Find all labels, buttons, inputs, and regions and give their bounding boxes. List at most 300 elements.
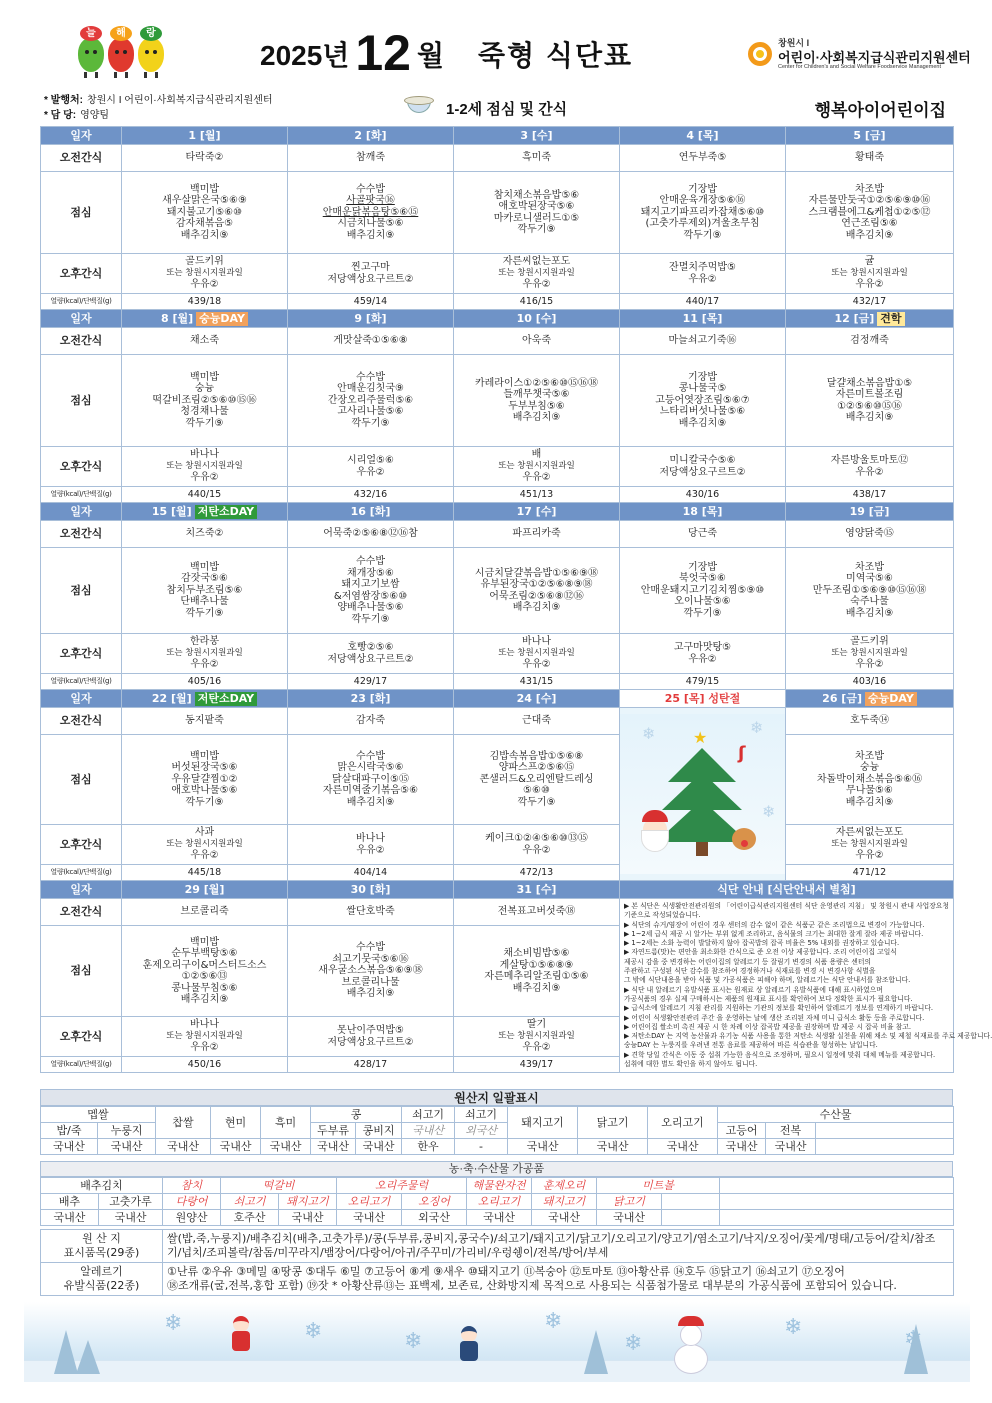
lunch-item: 차돌박이채소볶음⑤⑥⑯ [816, 773, 923, 785]
lunch-menu [786, 355, 954, 447]
lunch-menu [454, 926, 620, 1017]
lunch-menu [288, 172, 454, 254]
processed-table [40, 1177, 954, 1226]
day-date-cell [288, 881, 454, 899]
origin-value: - [455, 1139, 508, 1155]
lunch-item: 수수밥 [356, 750, 385, 762]
origin-group-seafood: 수산물 [718, 1107, 954, 1123]
origin-value: 국내산 [98, 1139, 156, 1155]
am-snack: 연두부죽⑤ [620, 145, 786, 172]
row-label-pm: 오후간식 [41, 1016, 122, 1056]
allergy-text-2: ⑱조개류(굴,전복,홍합 포함) ⑲잣 * 아황산류⑬는 표백제, 보존료, 산화방지제 목적으로 사용되는 식품첨가물로 대부분의 가공식품에 포함되어 있습니다. [167, 1279, 897, 1292]
kcal-protein: 440/17 [620, 294, 786, 310]
am-snack: 동지팥죽 [122, 708, 288, 735]
processed-sub: 오징어 [402, 1194, 467, 1210]
day-date-cell [122, 127, 288, 145]
lunch-item: 감자채볶음⑤ [175, 218, 234, 230]
kcal-row [41, 674, 954, 690]
processed-sub: 고춧가루 [99, 1194, 163, 1210]
origin-list-title-2: 표시품목(29종) [63, 1246, 140, 1259]
lunch-item: 쇠고기뭇국⑤⑥⑯ [332, 953, 409, 965]
day-date-cell [786, 503, 954, 521]
note-line: ▶ 1~2세 급식 제공 시 알가는 부위 없게 조리하고, 음식물의 크기는 최대한 잘게 잘라 제공 바랍니다. [624, 929, 924, 938]
org-name: 어린이·사회복지급식관리지원센터 [778, 50, 971, 65]
origin-allergy-table [40, 1229, 954, 1296]
pm-snack-item: 한라봉 [190, 636, 219, 648]
row-label-lunch: 점심 [41, 926, 122, 1017]
lunch-menu [122, 735, 288, 825]
pm-snack [454, 634, 620, 674]
lunch-item: 숭늉 [194, 383, 215, 395]
day-date-cell [454, 881, 620, 899]
pm-snack-item: 우유② [855, 850, 884, 862]
lunch-item: 자른미역줄기볶음⑤⑥ [322, 785, 419, 797]
origin-header: 흑미 [261, 1107, 311, 1139]
pm-snack-item: 우유② [190, 850, 219, 862]
pm-snack-item: 저당액상요구르트② [659, 466, 746, 478]
kcal-protein: 403/16 [786, 674, 954, 690]
origin-value: 국내산 [261, 1139, 311, 1155]
kcal-protein: 428/17 [288, 1057, 454, 1073]
date-row [41, 310, 954, 328]
origin-header: 찹쌀 [156, 1107, 211, 1139]
origin-value: 국내산 [508, 1139, 578, 1155]
row-label-am: 오전간식 [41, 708, 122, 735]
kcal-protein: 440/15 [122, 487, 288, 503]
lunch-item: 차조밥 [855, 561, 884, 573]
snowflake-icon: ❄ [784, 1314, 803, 1339]
processed-sub: 닭고기 [597, 1194, 662, 1210]
pm-snack-item: 또는 창원시지원과일 [166, 1030, 243, 1041]
pm-snack [620, 634, 786, 674]
processed-sub: 오리고기 [337, 1194, 402, 1210]
lunch-menu [620, 172, 786, 254]
origin-header: 전복 [766, 1123, 816, 1139]
note-line: ▶ 식단의 슈거/염장이 어린이 경우 센터의 감수 없이 같은 식품군 같은 조리법으로 변경이 가능합니다. [624, 920, 925, 929]
kcal-protein: 450/16 [122, 1057, 288, 1073]
row-label-am: 오전간식 [41, 521, 122, 548]
am-snack: 전복표고버섯죽⑱ [454, 899, 620, 926]
pine-tree-icon [584, 1330, 608, 1374]
pm-snack [454, 254, 620, 294]
reindeer-icon [728, 822, 760, 856]
day-date-cell [288, 690, 454, 708]
date-row [41, 881, 954, 899]
pm-snack [454, 447, 620, 487]
pm-snack [122, 634, 288, 674]
allergy-text [163, 1263, 954, 1296]
day-date-cell [454, 690, 620, 708]
day-date: 9 [화] [354, 311, 387, 325]
snowflake-icon: ❄ [750, 718, 764, 737]
pm-snack-item: 우유② [688, 273, 717, 285]
manager-label: * 담 당: [44, 110, 77, 121]
pm-snack [122, 1016, 288, 1056]
lunch-item: 닭살대파구이⑤⑮ [332, 773, 409, 785]
pm-snack-item: 우유② [522, 472, 551, 484]
pm-snack-item: 배 [531, 449, 542, 461]
pm-snack [288, 634, 454, 674]
processed-value: 국내산 [279, 1210, 337, 1226]
lunch-item: 느타리버섯나물⑤⑥ [659, 406, 746, 418]
pm-snack-item: 또는 창원시지원과일 [498, 267, 575, 278]
processed-empty [662, 1210, 720, 1226]
lunch-menu [454, 548, 620, 634]
am-snack-row [41, 708, 954, 735]
pm-snack-row [41, 825, 954, 865]
kcal-row [41, 487, 954, 503]
lunch-item: 순두부백탕⑤⑥ [171, 948, 238, 960]
lunch-item: 떡갈비조림②⑤⑥⑩⑮⑯ [152, 394, 257, 406]
lunch-item: 깍두기⑨ [185, 417, 224, 429]
pm-snack-item: 사과 [194, 827, 215, 839]
origin-title: 원산지 일괄표시 [40, 1089, 953, 1106]
kcal-protein: 429/17 [288, 674, 454, 690]
lunch-item: 무나물⑤⑥ [846, 785, 893, 797]
pm-snack-row [41, 634, 954, 674]
lunch-item: 간장오리주물럭⑤⑥ [327, 394, 414, 406]
org-city: 창원시 I [778, 38, 810, 48]
origin-table [40, 1106, 954, 1155]
day-date: 25 [목] 성탄절 [664, 691, 741, 705]
processed-value: 호주산 [221, 1210, 279, 1226]
christmas-illustration [620, 708, 786, 881]
title-month-unit: 월 [416, 40, 445, 71]
allergy-text-1: ①난류 ②우유 ③메밀 ④땅콩 ⑤대두 ⑥밀 ⑦고등어 ⑧게 ⑨새우 ⑩돼지고기 ⑪복숭아 ⑫토마토 ⑬아황산류 ⑭호두 ⑮닭고기 ⑯쇠고기 ⑰오징어 [167, 1265, 845, 1278]
row-label-date: 일자 [41, 310, 122, 328]
kcal-protein: 416/15 [454, 294, 620, 310]
lunch-item: 달걀채소볶음밥①⑤ [826, 377, 913, 389]
pm-snack-item: 우유② [356, 466, 385, 478]
origin-header: 고등어 [718, 1123, 766, 1139]
row-label-lunch: 점심 [41, 735, 122, 825]
origin-empty [816, 1139, 954, 1155]
origin-header: 두부류 [311, 1123, 356, 1139]
kcal-protein: 479/15 [620, 674, 786, 690]
origin-header: 오리고기 [648, 1107, 718, 1139]
lunch-item: 채소비빔밥⑤⑥ [503, 948, 570, 960]
lunch-item: 고등어엿장조림⑤⑥⑦ [655, 394, 750, 406]
lunch-menu [122, 548, 288, 634]
day-date-cell [620, 310, 786, 328]
snowflake-icon: ❄ [544, 1308, 563, 1333]
processed-empty [662, 1194, 720, 1210]
lunch-item: 들깨무챗국⑤⑥ [503, 389, 570, 400]
org-logo [748, 36, 971, 76]
pm-snack-item: 또는 창원시지원과일 [498, 1030, 575, 1041]
candy-cane-icon: ʃ [738, 743, 746, 764]
lunch-item: 숭늉 [859, 762, 880, 774]
processed-empty [720, 1178, 954, 1194]
origin-header: 돼지고기 [508, 1107, 578, 1139]
pm-snack-item: 자른씨없는포도 [502, 256, 571, 268]
kcal-protein: 404/14 [288, 865, 454, 881]
lunch-item: 미역국⑤⑥ [846, 573, 893, 585]
lunch-item: 깍두기⑨ [517, 224, 556, 235]
lunch-item: 어묵조림②⑤⑥⑧⑫⑯ [489, 590, 584, 602]
pm-snack [786, 254, 954, 294]
lunch-menu [122, 172, 288, 254]
day-date: 19 [금] [849, 504, 890, 518]
snowflake-icon: ❄ [624, 1330, 643, 1355]
am-snack: 영양닭죽⑮ [786, 521, 954, 548]
pm-snack-item: 우유② [688, 653, 717, 665]
day-date-cell [122, 881, 288, 899]
lunch-item: 백미밥 [190, 561, 219, 573]
row-label-am: 오전간식 [41, 899, 122, 926]
pm-snack-item: 우유② [190, 279, 219, 291]
pm-snack-item: 우유② [522, 1042, 551, 1054]
pm-snack [122, 825, 288, 865]
pm-snack-item: 또는 창원시지원과일 [498, 460, 575, 471]
lunch-menu [454, 172, 620, 254]
pm-snack-item: 저당액상요구르트② [327, 273, 414, 285]
row-label-date: 일자 [41, 690, 122, 708]
lunch-menu [786, 735, 954, 825]
pm-snack [786, 447, 954, 487]
origin-value: 국내산 [211, 1139, 261, 1155]
day-date-cell [288, 127, 454, 145]
origin-list-title [41, 1230, 163, 1263]
row-label-am: 오전간식 [41, 328, 122, 355]
pm-snack [786, 825, 954, 865]
pm-snack-item: 고구마맛탕⑤ [673, 642, 732, 653]
row-label-lunch: 점심 [41, 172, 122, 254]
processed-sub: 다랑어 [163, 1194, 221, 1210]
row-label-pm: 오후간식 [41, 634, 122, 674]
kcal-protein: 471/12 [786, 865, 954, 881]
day-date-cell [122, 310, 288, 328]
origin-value: 국내산 [311, 1139, 356, 1155]
lunch-item: 배추김치⑨ [845, 607, 894, 619]
lunch-item: 배추김치⑨ [845, 796, 894, 808]
lunch-menu [288, 926, 454, 1017]
pine-tree-icon [904, 1324, 928, 1374]
am-snack: 당근죽 [620, 521, 786, 548]
am-snack: 브로콜리죽 [122, 899, 288, 926]
lunch-item: 백미밥 [190, 750, 219, 762]
pm-snack-item: 또는 창원시지원과일 [831, 838, 908, 849]
processed-item: 오리주물럭 [337, 1178, 467, 1194]
lunch-item: ①②⑤⑥⑬ [181, 971, 228, 983]
lunch-item: 깍두기⑨ [351, 613, 390, 625]
title-month: 12 [355, 25, 411, 81]
processed-sub: 돼지고기 [279, 1194, 337, 1210]
processed-item: 떡갈비 [221, 1178, 337, 1194]
lunch-menu [620, 355, 786, 447]
lunch-menu [786, 548, 954, 634]
kcal-protein: 439/18 [122, 294, 288, 310]
lunch-item: &저염쌈장⑤⑥⑩ [333, 590, 408, 602]
origin-header: 콩비지 [356, 1123, 402, 1139]
lunch-menu [454, 355, 620, 447]
title-year: 2025년 [260, 40, 350, 71]
pm-snack-item: 또는 창원시지원과일 [166, 460, 243, 471]
day-date-cell [620, 127, 786, 145]
pm-snack-item: 우유② [190, 1042, 219, 1054]
am-snack: 아욱죽 [454, 328, 620, 355]
am-snack-row [41, 521, 954, 548]
lunch-item: 채개장⑤⑥ [347, 567, 394, 579]
snowflake-icon: ❄ [642, 724, 656, 743]
origin-group-rice: 멥쌀 [41, 1107, 156, 1123]
pm-snack-item: 호빵②⑤⑥ [347, 642, 394, 653]
am-snack: 채소죽 [122, 328, 288, 355]
lunch-menu [122, 926, 288, 1017]
processed-item: 해물완자전 [467, 1178, 532, 1194]
origin-value: 국내산 [648, 1139, 718, 1155]
lunch-item: 안매운김칫국⑨ [337, 383, 404, 395]
pm-snack [454, 1016, 620, 1056]
am-snack: 게맛살죽①⑤⑥⑧ [288, 328, 454, 355]
processed-value: 국내산 [532, 1210, 597, 1226]
processed-value: 원양산 [163, 1210, 221, 1226]
lunch-item: 참치두부조림⑤⑥ [166, 584, 243, 596]
processed-item: 훈제오리 [532, 1178, 597, 1194]
pm-snack [620, 447, 786, 487]
day-date: 15 [월] [151, 504, 192, 518]
day-date-cell [454, 503, 620, 521]
lunch-item: 스크램블에그&케첩①②⑤⑫ [808, 206, 931, 218]
am-snack-row [41, 145, 954, 172]
row-label-pm: 오후간식 [41, 254, 122, 294]
snowflake-icon: ❄ [762, 802, 776, 821]
pm-snack-item: 우유② [855, 466, 884, 478]
lunch-item: 수수밥 [356, 556, 385, 567]
lunch-item: 기장밥 [688, 561, 717, 573]
day-date: 2 [화] [354, 128, 387, 142]
event-tag: 숭늉DAY [865, 692, 917, 706]
am-snack: 쌀단호박죽 [288, 899, 454, 926]
lunch-item: 깍두기⑨ [185, 796, 224, 808]
pm-snack-item: 바나나 [190, 449, 219, 461]
lunch-menu [122, 355, 288, 447]
pm-snack-item: 잔멸치주먹밥⑤ [669, 262, 736, 273]
processed-value: 국내산 [337, 1210, 402, 1226]
pm-snack-item: 또는 창원시지원과일 [166, 838, 243, 849]
snowman-icon [670, 1316, 712, 1376]
kcal-protein: 459/14 [288, 294, 454, 310]
kcal-protein: 432/16 [288, 487, 454, 503]
processed-empty [720, 1210, 954, 1226]
lunch-item: 양파스프②⑤⑥⑮ [498, 762, 575, 774]
pine-tree-icon [54, 1330, 78, 1374]
pm-snack-item: 못난이주먹밥⑤ [337, 1025, 404, 1037]
row-label-lunch: 점심 [41, 355, 122, 447]
daycare-name: 행복아이어린이집 [814, 101, 946, 120]
manager: 영양팀 [80, 110, 110, 121]
lunch-item: 기장밥 [688, 183, 717, 195]
pm-snack [122, 447, 288, 487]
row-label-date: 일자 [41, 503, 122, 521]
am-snack: 치즈죽② [122, 521, 288, 548]
publisher-info [44, 93, 273, 123]
lunch-item: 시금치달걀볶음밥①⑤⑥⑨⑱ [474, 567, 599, 579]
pm-snack [620, 254, 786, 294]
pm-snack-item: 우유② [190, 472, 219, 484]
event-tag: 숭늉DAY [196, 312, 248, 326]
note-line: ▶ 저탄소DAY 는 지역 농산물과 유기농 식품 사용을 통한 저탄소 식생활 실천을 위해 채소 및 제철 식재료를 주로 제공합니다. [624, 1032, 992, 1041]
am-snack: 검정깨죽 [786, 328, 954, 355]
am-snack: 타락죽② [122, 145, 288, 172]
note-line: ▶ 어린이 식생활안전관리 주간 을 운영하는 날에 생산 조리된 자체 미니 급식소 활동 등을 주로합니다. [624, 1013, 925, 1022]
lunch-item: 콩나물무침⑤⑥ [171, 982, 238, 994]
pm-snack-row [41, 254, 954, 294]
pm-snack-item: 저당액상요구르트② [327, 653, 414, 665]
pm-snack-item: 우유② [190, 659, 219, 671]
pm-snack-item: 우유② [855, 279, 884, 291]
processed-kimchi: 배추김치 [41, 1178, 163, 1194]
processed-empty [720, 1194, 954, 1210]
lunch-item: 자른메추리알조림①⑤⑥ [484, 971, 589, 983]
note-line: 가공식품의 경우 실제 구매하시는 제품의 원재료 표시를 확인하여 보다 정확한 표시가 필요합니다. [624, 994, 913, 1003]
pm-snack-item: 우유② [522, 844, 551, 856]
row-label-date: 일자 [41, 127, 122, 145]
lunch-item: 참치채소볶음밥⑤⑥ [493, 189, 580, 201]
processed-title: 농·축·수산물 가공품 [40, 1161, 953, 1177]
star-icon: ★ [693, 728, 708, 747]
lunch-item: 양배추나물⑤⑥ [337, 602, 404, 613]
winter-footer-decoration [24, 1302, 970, 1382]
note-line: ▶ 식단 내 알레르기 유발식품 표시는 원재료 상 알레르기 유발식품에 대해 표시하였으며 [624, 985, 883, 994]
lunch-item: 자른물만둣국①②⑤⑥⑨⑩⑯ [808, 195, 931, 207]
event-tag: 저탄소DAY [195, 692, 257, 706]
lunch-item: 고사리나물⑤⑥ [337, 406, 404, 418]
row-label-kcal: 열량(kcal)/단백질(g) [41, 487, 122, 503]
lunch-item: 수수밥 [356, 183, 385, 195]
cabbage-character-icon [78, 28, 104, 72]
lunch-item: 기장밥 [688, 371, 717, 383]
lunch-menu [288, 355, 454, 447]
day-date: 4 [목] [686, 128, 719, 142]
publisher-label: * 발행처: [44, 95, 83, 106]
logo-char-1: 늘 [80, 26, 102, 41]
note-line: 주관하고 구성된 식단 감수를 참조하여 경정하거나 식재료를 변경 시 변경사항 식별을 [624, 967, 876, 976]
title-name: 죽형 식단표 [478, 40, 634, 71]
origin-value: 한우 [402, 1139, 455, 1155]
lunch-item: ①②⑤⑥⑩⑮⑯ [837, 400, 902, 412]
lunch-menu [786, 172, 954, 254]
origin-header: 국내산 [402, 1123, 455, 1139]
day-date: 5 [금] [853, 128, 886, 142]
origin-empty [816, 1123, 954, 1139]
allergy-title-2: 유발식품(22종) [63, 1279, 140, 1292]
lunch-row [41, 355, 954, 447]
lunch-item: 오이나물⑤⑥ [674, 596, 731, 608]
page-title [260, 25, 700, 81]
lunch-item: 청경채나물 [180, 406, 229, 418]
am-snack-row [41, 328, 954, 355]
snowflake-icon: ❄ [904, 1326, 923, 1351]
snowflake-icon: ❄ [304, 1318, 323, 1343]
origin-group-bean: 콩 [311, 1107, 402, 1123]
am-snack: 마늘쇠고기죽⑯ [620, 328, 786, 355]
pm-snack [122, 254, 288, 294]
bowl-icon [404, 96, 434, 114]
lunch-item: 새우굴소스볶음⑤⑥⑨⑱ [318, 965, 423, 977]
lunch-menu [288, 735, 454, 825]
christmas-scene [620, 714, 785, 874]
pm-snack-item: 자른방울토마토⑫ [830, 455, 909, 466]
lunch-menu [288, 548, 454, 634]
processed-item: 참치 [163, 1178, 221, 1194]
origin-value: 국내산 [766, 1139, 816, 1155]
note-line: 그 밖에 식단내용을 받아 식품 및 가공식품은 피해야 하며, 알레르기는 식단 안내서를 참조합니다. [624, 976, 911, 985]
lunch-item: 맑은시락국⑤⑥ [337, 762, 404, 774]
lunch-item: 수수밥 [356, 942, 385, 954]
processed-sub: 돼지고기 [532, 1194, 597, 1210]
processed-value: 국내산 [467, 1210, 532, 1226]
